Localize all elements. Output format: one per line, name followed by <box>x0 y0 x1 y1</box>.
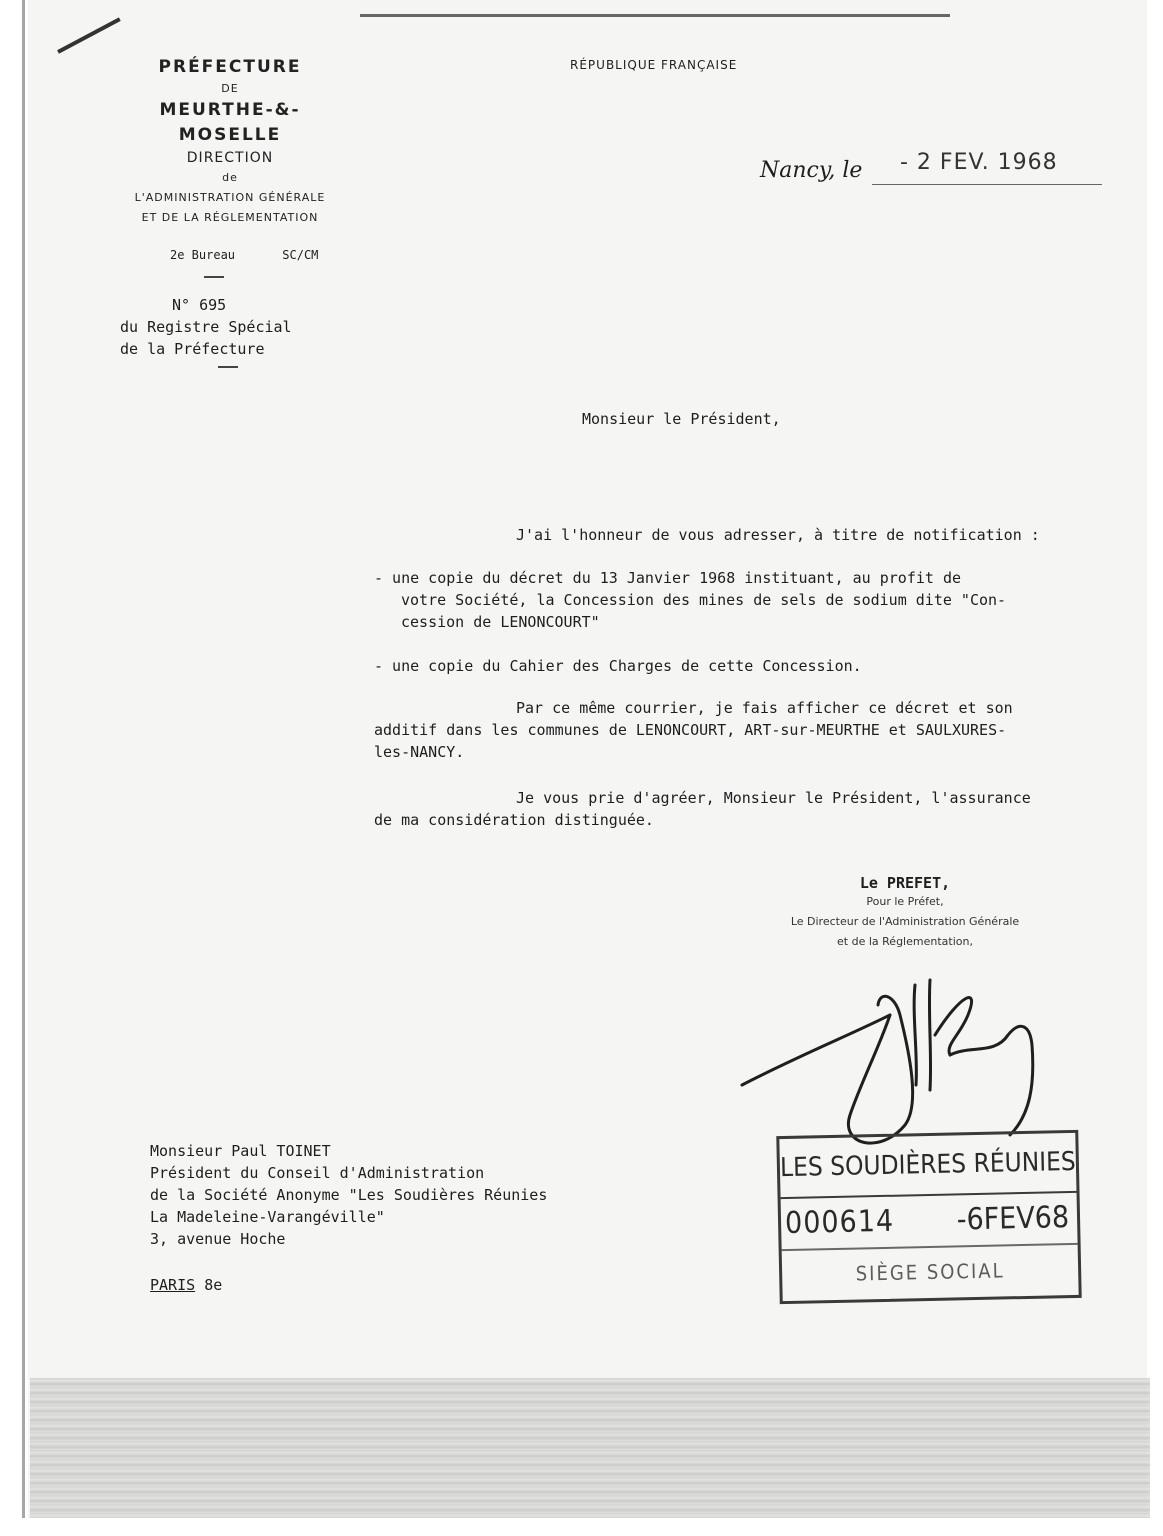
direction-title: DIRECTION <box>186 150 274 166</box>
prefecture-de: DE <box>221 82 239 95</box>
decree-line3: cession de LENONCOURT" <box>401 613 600 631</box>
scan-edge-line <box>22 0 25 1520</box>
salutation: Monsieur le Président, <box>582 410 781 428</box>
registre-line1: du Registre Spécial <box>120 318 292 336</box>
date-underline <box>872 184 1102 185</box>
stamp-date: -6FEV68 <box>956 1200 1070 1238</box>
address-city: PARIS <box>150 1276 196 1294</box>
signature-line3: et de la Réglementation, <box>837 935 973 948</box>
prefecture-heading <box>110 55 350 148</box>
receipt-stamp <box>776 1130 1081 1304</box>
paragraph-decree <box>374 567 1006 633</box>
address-line4: La Madeleine-Varangéville" <box>150 1208 385 1226</box>
date-place: Nancy, le <box>760 158 863 183</box>
address-line5: 3, avenue Hoche <box>150 1230 286 1248</box>
affichage-line3: les-NANCY. <box>374 743 465 761</box>
scan-bottom-band <box>30 1378 1150 1518</box>
paragraph-intro: J'ai l'honneur de vous adresser, à titre de notification : <box>516 526 1040 544</box>
scan-top-line <box>360 14 950 17</box>
divider <box>204 276 224 278</box>
decree-line1: - une copie du décret du 13 Janvier 1968 instituant, au profit de <box>374 569 961 587</box>
date-stamp: - 2 FEV. 1968 <box>900 150 1058 175</box>
direction-heading <box>100 148 360 228</box>
paragraph-cahier: - une copie du Cahier des Charges de cette Concession. <box>374 657 862 675</box>
direction-de: de <box>222 171 238 184</box>
signature-line1: Pour le Préfet, <box>866 895 944 908</box>
signature-title: Le PREFET, <box>859 874 951 892</box>
signature-line2: Le Directeur de l'Administration Générale <box>790 915 1020 928</box>
date-line <box>760 150 1105 190</box>
bureau-ref: SC/CM <box>282 248 319 262</box>
closing-line1: Je vous prie d'agréer, Monsieur le Président, l'assurance <box>516 789 1031 807</box>
signature-block <box>770 874 1040 952</box>
bureau-label: 2e Bureau <box>170 248 236 262</box>
registre-number: N° 695 <box>172 296 227 314</box>
paragraph-closing <box>374 787 1031 831</box>
bureau-line <box>170 248 358 262</box>
address-city-line <box>150 1276 222 1294</box>
prefecture-title: PRÉFECTURE <box>158 57 302 77</box>
closing-line2: de ma considération distinguée. <box>374 811 654 829</box>
registre-reference <box>120 294 292 360</box>
registre-line2: de la Préfecture <box>120 340 265 358</box>
decree-line2: votre Société, la Concession des mines de sels de sodium dite "Con- <box>401 591 1007 609</box>
divider <box>218 366 238 368</box>
department-name: MEURTHE-&-MOSELLE <box>159 100 301 145</box>
affichage-line1: Par ce même courrier, je fais afficher ce décret et son <box>516 699 1013 717</box>
pen-mark <box>57 17 121 53</box>
direction-line1: L'ADMINISTRATION GÉNÉRALE <box>134 191 326 204</box>
stamp-company: LES SOUDIÈRES RÉUNIES <box>779 1133 1076 1199</box>
address-line1: Monsieur Paul TOINET <box>150 1142 331 1160</box>
stamp-office: SIÈGE SOCIAL <box>782 1243 1079 1299</box>
republique-heading: RÉPUBLIQUE FRANÇAISE <box>570 58 738 72</box>
stamp-number: 000614 <box>784 1203 895 1242</box>
stamp-middle <box>781 1193 1078 1249</box>
scan-margin-right <box>1147 0 1163 1536</box>
paragraph-affichage <box>374 697 1013 763</box>
affichage-line2: additif dans les communes de LENONCOURT, ART-sur-MEURTHE et SAULXURES- <box>374 721 1007 739</box>
direction-line2: ET DE LA RÉGLEMENTATION <box>141 211 319 224</box>
scan-margin-bottom <box>0 1518 1163 1536</box>
address-line3: de la Société Anonyme "Les Soudières Réunies <box>150 1186 548 1204</box>
address-arrondissement: 8e <box>204 1276 223 1294</box>
recipient-address <box>150 1140 547 1250</box>
address-line2: Président du Conseil d'Administration <box>150 1164 485 1182</box>
